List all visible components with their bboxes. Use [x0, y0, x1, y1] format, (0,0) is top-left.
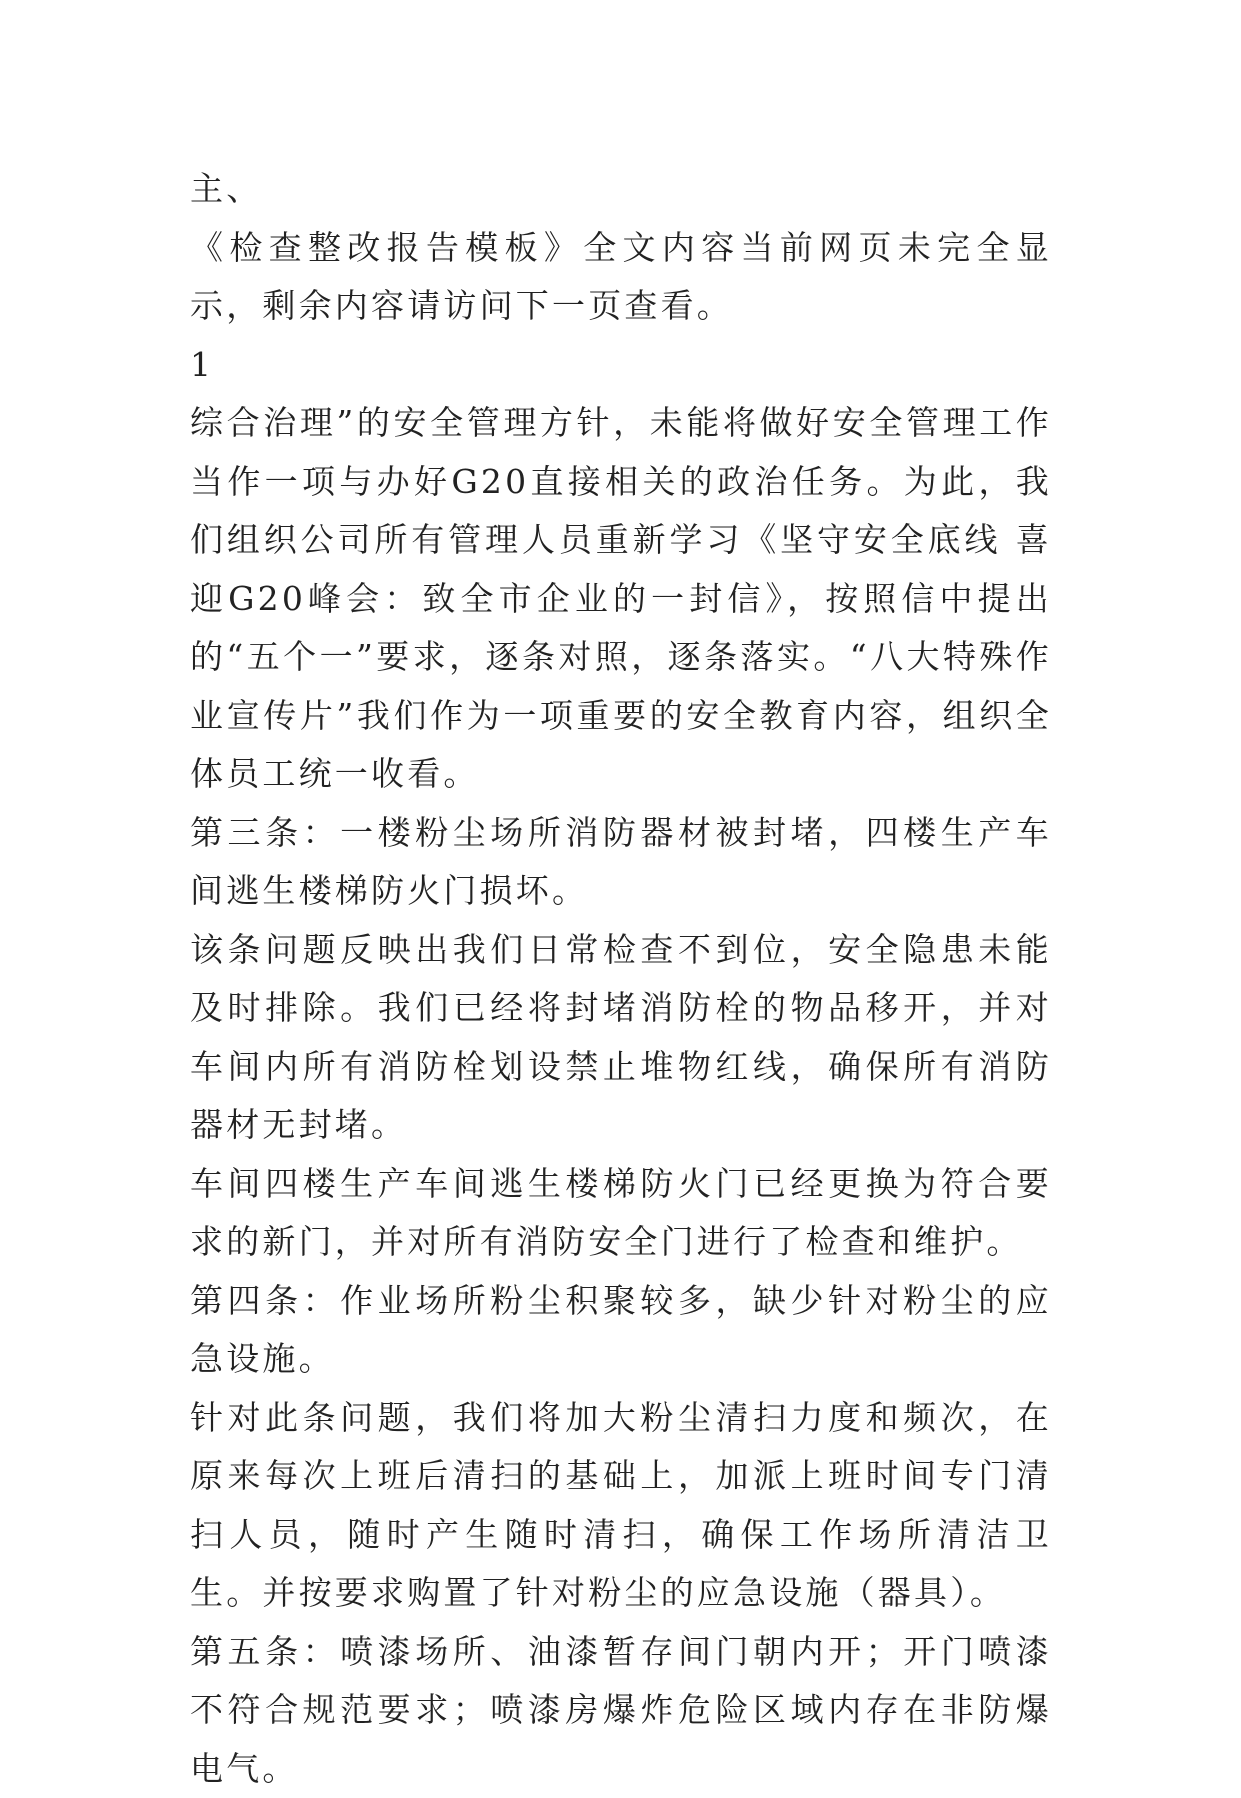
paragraph-article-3-response: 该条问题反映出我们日常检查不到位，安全隐患未能及时排除。我们已经将封堵消防栓的物品移开，并对车间内所有消防栓划设禁止堆物红线，确保所有消防器材无封堵。: [190, 921, 1052, 1155]
paragraph-fragment-main: 主、: [190, 160, 1052, 219]
paragraph-policy: 综合治理”的安全管理方针，未能将做好安全管理工作当作一项与办好G20直接相关的政治任务。为此，我们组织公司所有管理人员重新学习《坚守安全底线 喜迎G20峰会：致全市企业的一封信》，按照信中提出的“五个一”要求，逐条对照，逐条落实。“八大特殊作业宣传片”我们作为一项重要的安全教育内容，组织全体员工统一收看。: [190, 394, 1052, 804]
paragraph-article-3-door: 车间四楼生产车间逃生楼梯防火门已经更换为符合要求的新门，并对所有消防安全门进行了检查和维护。: [190, 1155, 1052, 1272]
heading-article-5: 第五条：喷漆场所、油漆暂存间门朝内开；开门喷漆不符合规范要求；喷漆房爆炸危险区域内存在非防爆电气。: [190, 1623, 1052, 1798]
paragraph-notice: 《检查整改报告模板》全文内容当前网页未完全显示，剩余内容请访问下一页查看。: [190, 219, 1052, 336]
document-page: [190, 160, 1052, 1798]
paragraph-article-4-response: 针对此条问题，我们将加大粉尘清扫力度和频次，在原来每次上班后清扫的基础上，加派上班时间专门清扫人员，随时产生随时清扫，确保工作场所清洁卫生。并按要求购置了针对粉尘的应急设施（器具）。: [190, 1389, 1052, 1623]
heading-article-4: 第四条：作业场所粉尘积聚较多，缺少针对粉尘的应急设施。: [190, 1272, 1052, 1389]
page-number: 1: [190, 336, 1052, 395]
heading-article-3: 第三条：一楼粉尘场所消防器材被封堵，四楼生产车间逃生楼梯防火门损坏。: [190, 804, 1052, 921]
